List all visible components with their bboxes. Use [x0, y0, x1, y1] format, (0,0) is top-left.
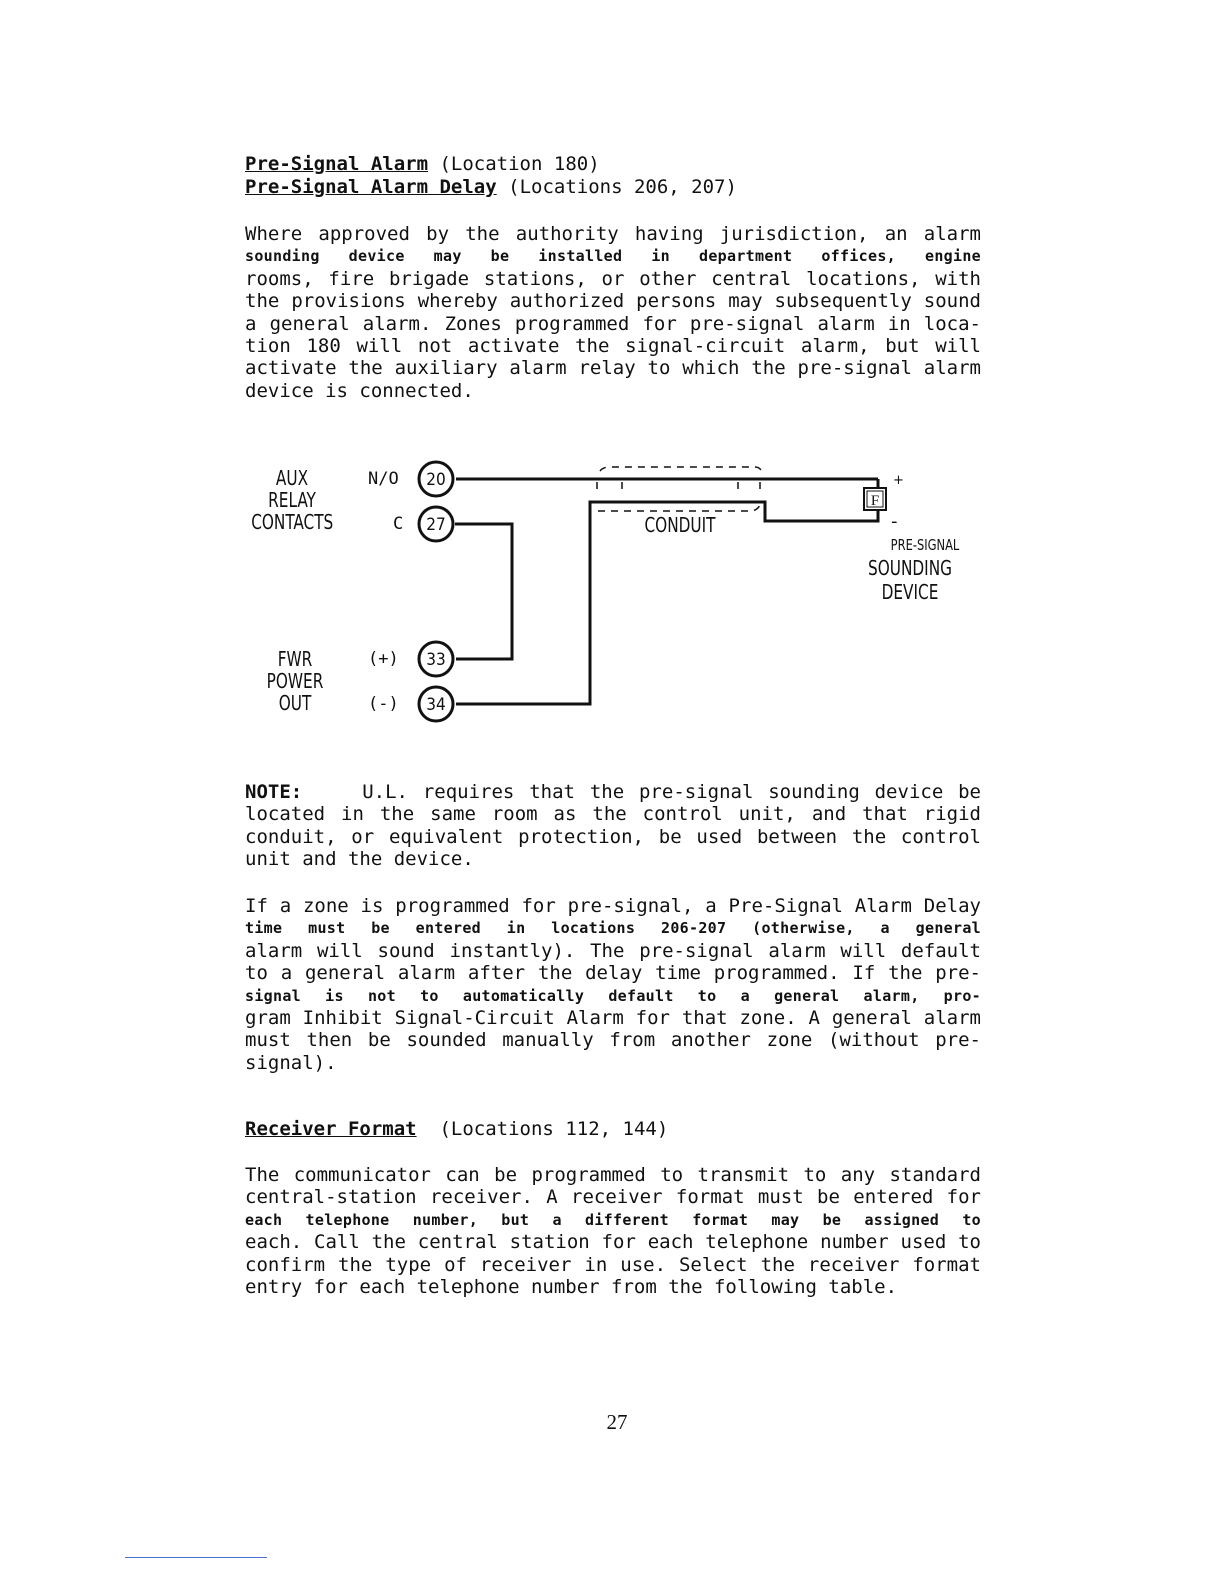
footer-rule — [125, 1557, 267, 1558]
heading-locations: (Location 180) — [439, 153, 600, 175]
terminal-number: 34 — [426, 695, 446, 715]
text-line: confirm the type of receiver in use. Select the receiver format — [245, 1253, 981, 1276]
aux-relay-contacts-label — [251, 467, 333, 533]
heading-title: Receiver Format — [245, 1118, 417, 1140]
conduit-label: CONDUIT — [644, 513, 716, 537]
label-line: AUX — [275, 466, 309, 490]
conduit-outline — [597, 467, 762, 511]
text-line: conduit, or equivalent protection, be used between the control — [245, 825, 981, 848]
terminal-number: 33 — [426, 650, 446, 670]
text-line: entry for each telephone number from the following table. — [245, 1276, 898, 1299]
text-line: The communicator can be programmed to transmit to any standard — [245, 1164, 981, 1186]
heading-title: Pre-Signal Alarm — [245, 153, 429, 175]
heading-locations: (Locations 112, 144) — [439, 1118, 669, 1140]
text-line: located in the same room as the control unit, and that rigid — [245, 803, 981, 826]
label-line: RELAY — [268, 488, 316, 512]
terminal-label-plus: (+) — [368, 649, 399, 669]
text-line: tion 180 will not activate the signal-circuit alarm, but will — [245, 335, 981, 358]
note-line-1 — [245, 781, 981, 803]
wire-27-to-33 — [455, 524, 512, 659]
text-line: unit and the device. — [245, 848, 474, 871]
label-line: FWR — [277, 647, 313, 671]
device-label-line1: PRE-SIGNAL — [890, 536, 960, 554]
device-symbol: F — [870, 493, 880, 509]
text-line: device is connected. — [245, 379, 474, 402]
text-line: each. Call the central station for each telephone number used to — [245, 1231, 981, 1254]
text-line: alarm will sound instantly). The pre-signal alarm will default — [245, 939, 981, 962]
text-line: Where approved by the authority having jurisdiction, an alarm — [245, 223, 981, 245]
heading-title: Pre-Signal Alarm Delay — [245, 176, 497, 198]
text-line: signal). — [245, 1051, 337, 1074]
device-label-line3: DEVICE — [881, 580, 939, 604]
text-line: time must be entered in locations 206-207 (otherwise, a general — [245, 919, 981, 938]
text-line: the provisions whereby authorized persons may subsequently sound — [245, 290, 981, 313]
text-line: activate the auxiliary alarm relay to which the pre-signal alarm — [245, 357, 981, 380]
text-line: gram Inhibit Signal-Circuit Alarm for that zone. A general alarm — [245, 1007, 981, 1030]
plus-sign: + — [893, 473, 904, 488]
paragraph-pre-signal-delay — [245, 895, 981, 1074]
minus-sign: - — [891, 511, 898, 532]
text-line: rooms, fire brigade stations, or other central locations, with — [245, 267, 981, 290]
page-number: 27 — [606, 1410, 628, 1434]
label-line: POWER — [266, 669, 324, 693]
text-line: central-station receiver. A receiver format must be entered for — [245, 1186, 981, 1209]
terminal-number: 20 — [426, 470, 446, 490]
pwr-power-out-label — [258, 648, 331, 714]
text-line: a general alarm. Zones programmed for pre-signal alarm in loca- — [245, 312, 981, 335]
text-line: each telephone number, but a different format may be assigned to — [245, 1210, 981, 1229]
text-line: must then be sounded manually from another zone (without pre- — [245, 1029, 981, 1052]
terminal-label-no: N/O — [368, 469, 399, 489]
text-line: sounding device may be installed in department offices, engine — [245, 247, 981, 266]
text-line: U.L. requires that the pre-signal sounding device be — [362, 781, 981, 803]
terminal-label-minus: (-) — [368, 694, 399, 714]
heading-receiver-format — [245, 1118, 668, 1140]
terminal-label-c: C — [393, 514, 404, 534]
device-label-line2: SOUNDING — [868, 556, 952, 580]
label-line: OUT — [278, 691, 312, 715]
note-block — [245, 781, 981, 871]
text-line: signal is not to automatically default to a general alarm, pro- — [245, 986, 981, 1005]
note-label: NOTE: — [245, 781, 303, 803]
text-line: to a general alarm after the delay time programmed. If the pre- — [245, 962, 981, 985]
heading-locations: (Locations 206, 207) — [508, 176, 737, 198]
label-line: CONTACTS — [251, 510, 334, 534]
terminal-number: 27 — [426, 515, 446, 535]
paragraph-receiver-format — [245, 1164, 981, 1298]
text-line: If a zone is programmed for pre-signal, a Pre-Signal Alarm Delay — [245, 895, 981, 917]
